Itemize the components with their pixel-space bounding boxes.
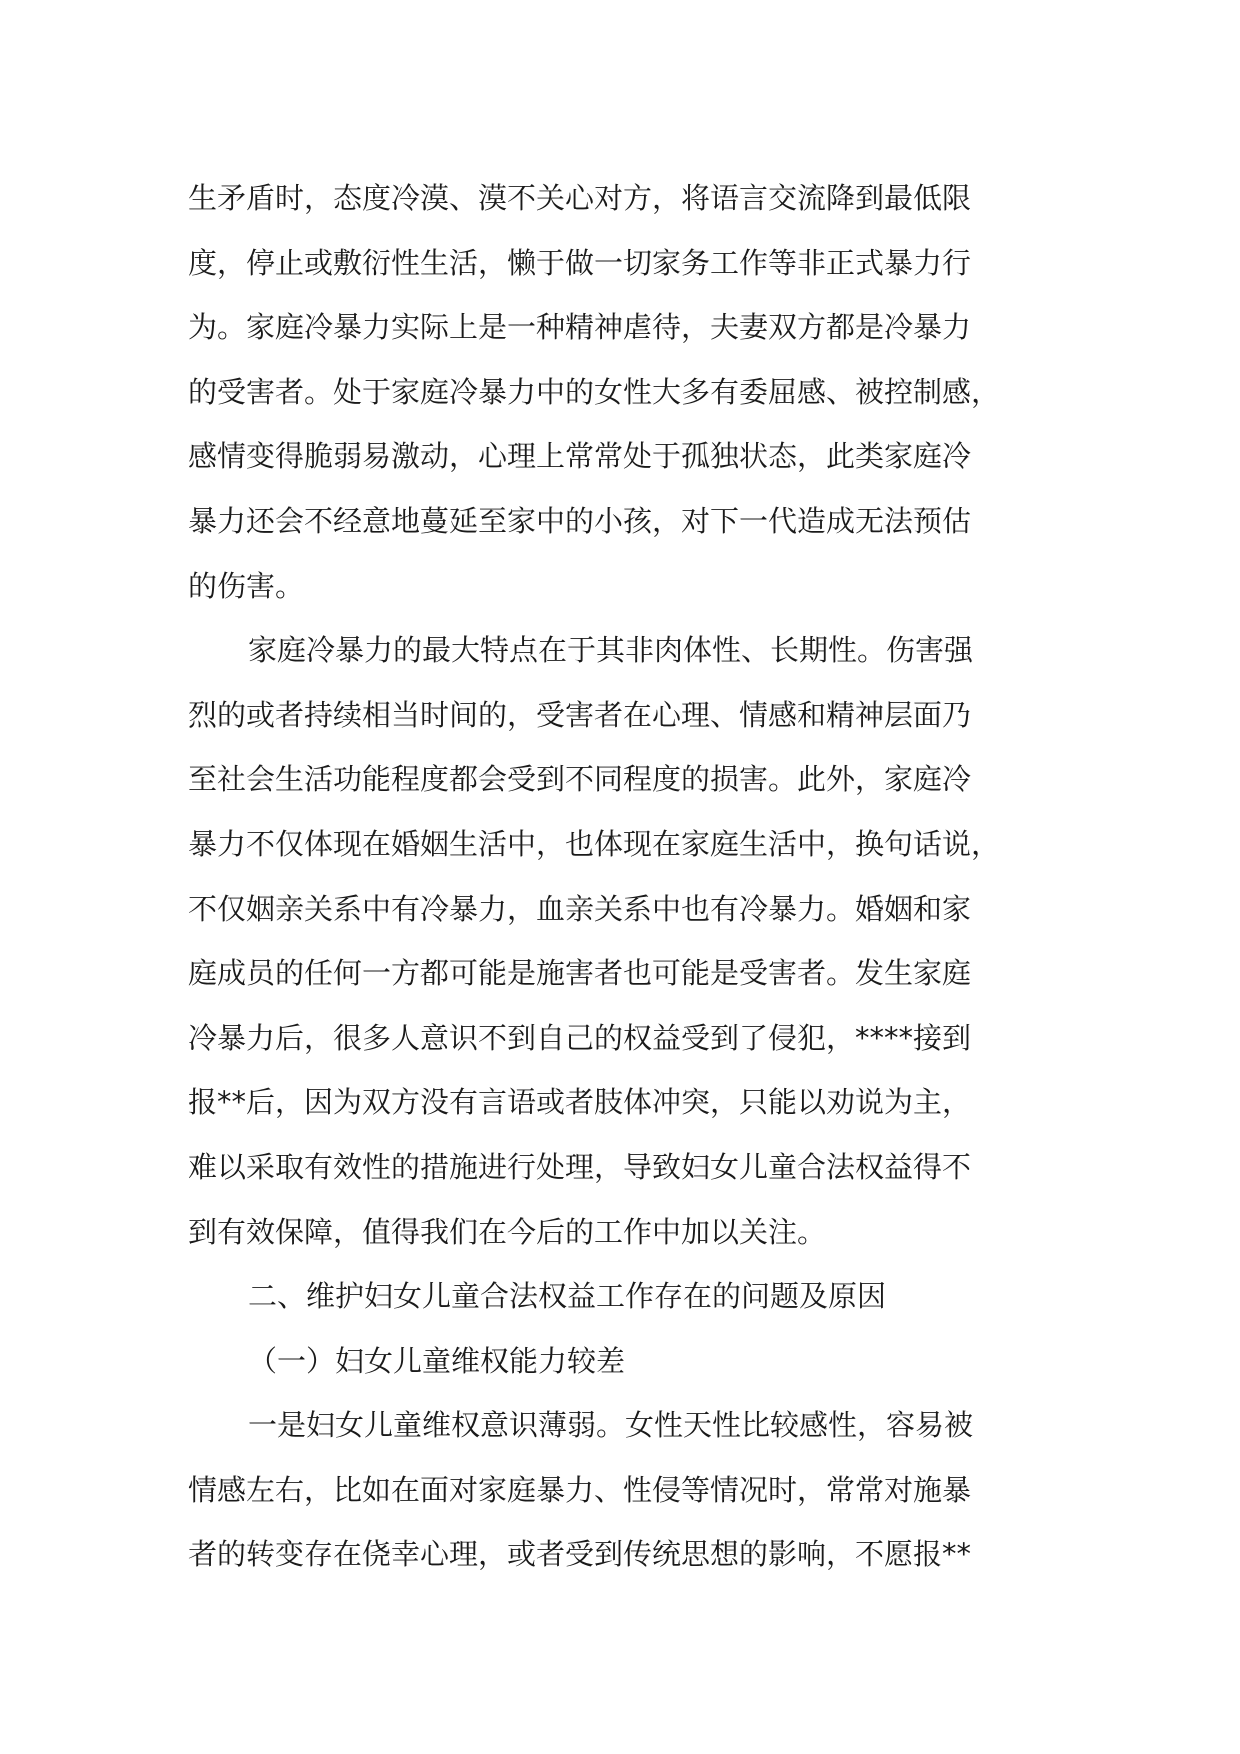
text-line: 庭成员的任何一方都可能是施害者也可能是受害者。发生家庭 — [188, 956, 972, 991]
subsection-heading — [188, 1329, 1083, 1394]
text-line: 家庭冷暴力的最大特点在于其非肉体性、长期性。伤害强 — [248, 633, 974, 668]
text-line: （一）妇女儿童维权能力较差 — [248, 1343, 626, 1378]
paragraph — [188, 618, 1083, 1264]
paragraph — [188, 166, 1083, 618]
text-line: 者的转变存在侥幸心理，或者受到传统思想的影响，不愿报** — [188, 1537, 972, 1572]
text-line: 至社会生活功能程度都会受到不同程度的损害。此外，家庭冷 — [188, 762, 972, 797]
text-line: 不仅姻亲关系中有冷暴力，血亲关系中也有冷暴力。婚姻和家 — [188, 891, 972, 926]
document-body — [188, 166, 1083, 1587]
paragraph — [188, 1393, 1083, 1587]
text-line: 生矛盾时，态度冷漠、漠不关心对方，将语言交流降到最低限 — [188, 181, 972, 215]
text-line: 情感左右，比如在面对家庭暴力、性侵等情况时，常常对施暴 — [188, 1472, 972, 1507]
text-line: 感情变得脆弱易激动，心理上常常处于孤独状态，此类家庭冷 — [188, 439, 972, 474]
text-line: 的受害者。处于家庭冷暴力中的女性大多有委屈感、被控制感， — [188, 374, 1001, 409]
text-line: 烈的或者持续相当时间的，受害者在心理、情感和精神层面乃 — [188, 697, 972, 732]
text-line: 暴力不仅体现在婚姻生活中，也体现在家庭生活中，换句话说， — [188, 826, 1001, 861]
text-line: 二、维护妇女儿童合法权益工作存在的问题及原因 — [248, 1279, 887, 1314]
text-line: 的伤害。 — [188, 568, 305, 603]
text-line: 难以采取有效性的措施进行处理，导致妇女儿童合法权益得不 — [188, 1149, 972, 1184]
text-line: 一是妇女儿童维权意识薄弱。女性天性比较感性，容易被 — [248, 1408, 974, 1443]
text-line: 暴力还会不经意地蔓延至家中的小孩，对下一代造成无法预估 — [188, 503, 972, 538]
text-line: 冷暴力后，很多人意识不到自己的权益受到了侵犯，****接到 — [188, 1020, 972, 1055]
text-line: 到有效保障，值得我们在今后的工作中加以关注。 — [188, 1214, 827, 1249]
section-heading — [188, 1264, 1083, 1329]
text-line: 报**后，因为双方没有言语或者肢体冲突，只能以劝说为主， — [188, 1085, 972, 1120]
text-line: 为。家庭冷暴力实际上是一种精神虐待，夫妻双方都是冷暴力 — [188, 310, 972, 345]
text-line: 度，停止或敷衍性生活，懒于做一切家务工作等非正式暴力行 — [188, 245, 972, 280]
